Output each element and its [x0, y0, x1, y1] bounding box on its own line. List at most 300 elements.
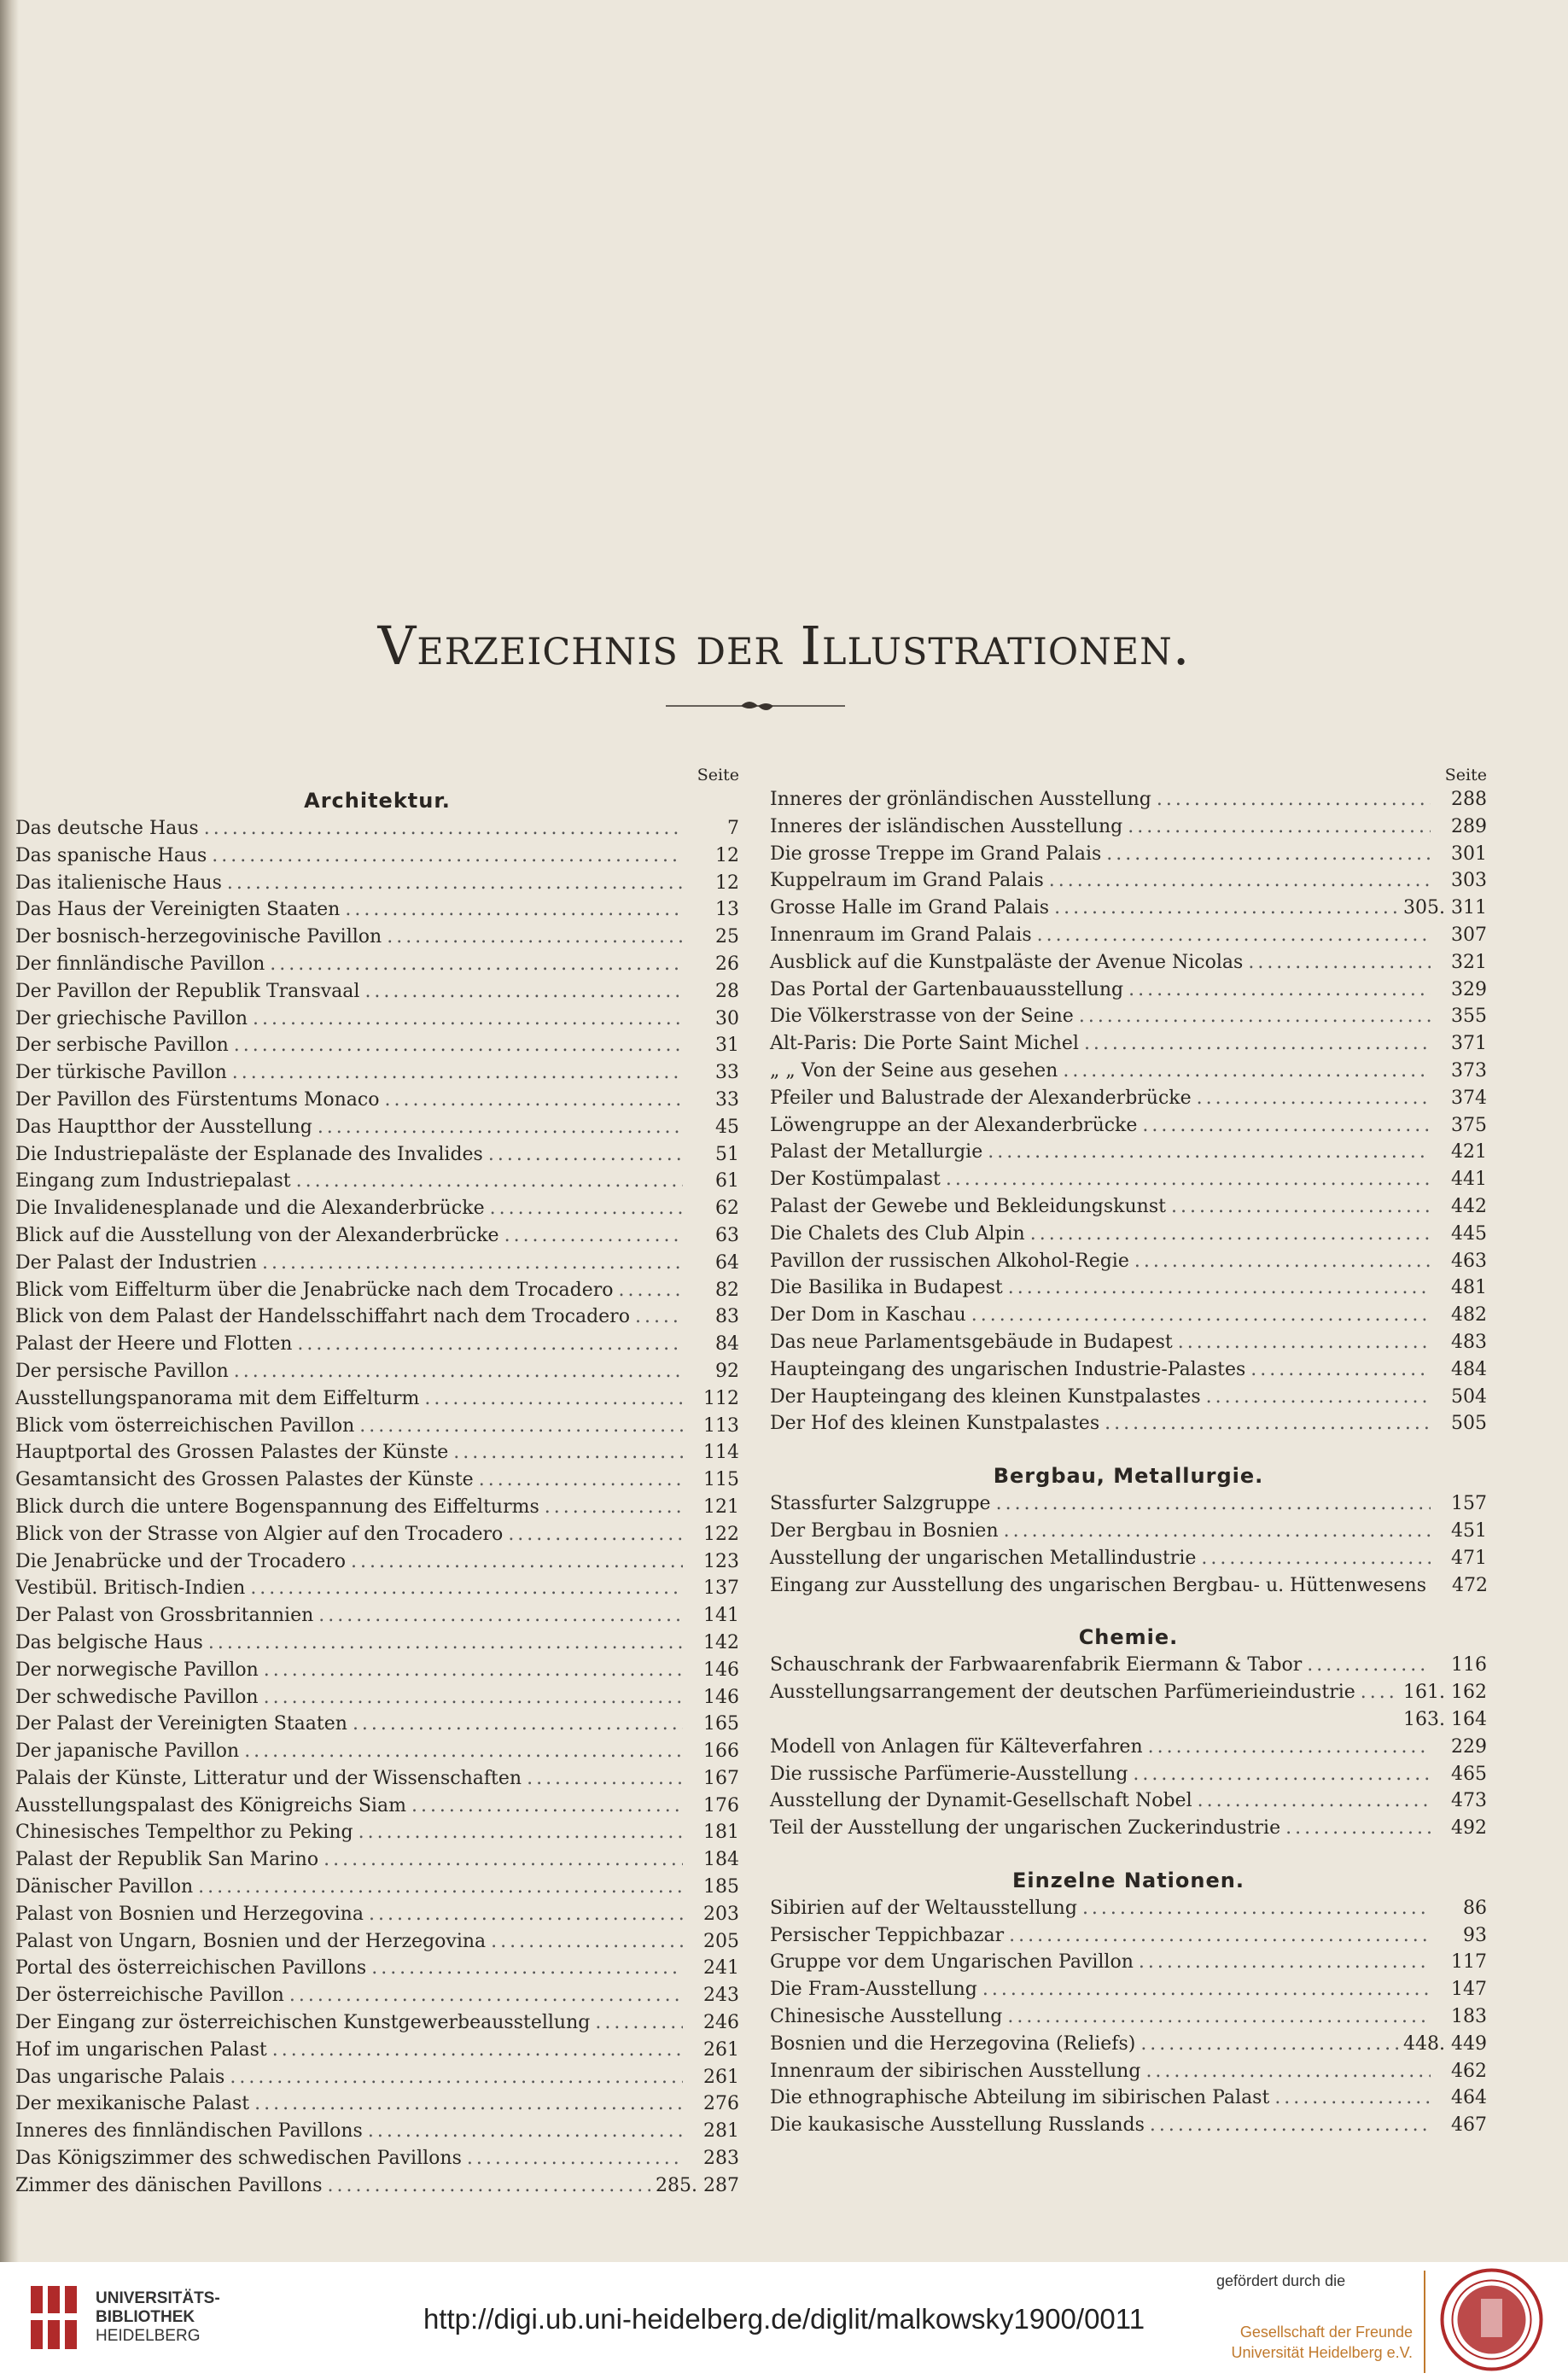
page-number: 62 — [715, 1198, 739, 1220]
list-item — [15, 1982, 739, 2009]
leader-dots — [234, 1358, 683, 1385]
list-item — [770, 2112, 1487, 2139]
list-item — [15, 1793, 739, 1820]
list-item — [770, 786, 1487, 813]
page-number: 45 — [715, 1116, 739, 1138]
entry-title: Kuppelraum im Grand Palais — [770, 870, 1044, 892]
page-number: 371 — [1451, 1033, 1487, 1055]
leader-dots — [198, 1874, 683, 1901]
page-number: 183 — [1451, 2006, 1487, 2028]
leader-dots — [1004, 1518, 1431, 1545]
page-number: 445 — [1451, 1222, 1487, 1245]
page-number: 181 — [703, 1822, 739, 1844]
page-number: 504 — [1451, 1385, 1487, 1408]
leader-dots — [1037, 922, 1431, 949]
list-item — [770, 1976, 1487, 2003]
page-number: 117 — [1451, 1951, 1487, 1974]
page-number: 146 — [703, 1659, 739, 1681]
entry-title: Pfeiler und Balustrade der Alexanderbrücke — [770, 1087, 1192, 1109]
list-item — [15, 924, 739, 951]
entry-title: Palast der Republik San Marino — [15, 1849, 319, 1871]
list-item — [15, 1684, 739, 1711]
entry-title: Gesamtansicht des Grossen Palastes der Künste — [15, 1469, 474, 1491]
entry-title: Der mexikanische Palast — [15, 2093, 250, 2115]
list-item — [15, 1846, 739, 1874]
entry-title: Alt-Paris: Die Porte Saint Michel — [770, 1033, 1079, 1055]
leader-dots — [254, 2090, 683, 2118]
entry-title: Der österreichische Pavillon — [15, 1985, 284, 2007]
leader-dots — [1201, 1545, 1431, 1572]
section-heading-architektur: Architektur. — [304, 789, 451, 813]
leader-dots — [1157, 786, 1431, 813]
leader-dots — [527, 1765, 683, 1793]
leader-dots — [351, 1548, 683, 1576]
page-number: 355 — [1451, 1006, 1487, 1028]
entry-title: Der bosnisch-herzegovinische Pavillon — [15, 926, 382, 948]
page-number: 303 — [1451, 870, 1487, 892]
entry-title: Innenraum der sibirischen Ausstellung — [770, 2060, 1141, 2082]
leader-dots — [1139, 1949, 1431, 1976]
page-number: 92 — [715, 1360, 739, 1382]
list-item — [770, 1787, 1487, 1815]
leader-dots — [1307, 1652, 1431, 1679]
page-number: 283 — [703, 2148, 739, 2170]
page-number: 63 — [715, 1224, 739, 1246]
page-number: 243 — [703, 1985, 739, 2007]
page-number: 142 — [703, 1631, 739, 1653]
list-item — [770, 2085, 1487, 2112]
page-number: 448. 449 — [1403, 2032, 1487, 2055]
entry-title: Vestibül. Britisch-Indien — [15, 1577, 246, 1600]
leader-dots — [345, 896, 683, 924]
list-item — [15, 2118, 739, 2145]
entry-title: Blick vom österreichischen Pavillon — [15, 1414, 355, 1437]
leader-dots — [1142, 1112, 1431, 1140]
list-item — [15, 1738, 739, 1765]
entry-title: Der griechische Pavillon — [15, 1007, 248, 1029]
leader-dots — [262, 1250, 683, 1277]
entry-title: Die Jenabrücke und der Trocadero — [15, 1550, 347, 1572]
leader-dots — [272, 2037, 683, 2064]
list-item — [15, 815, 739, 843]
page-number: 33 — [715, 1088, 739, 1111]
page-number: 421 — [1451, 1141, 1487, 1163]
page-number: 484 — [1451, 1358, 1487, 1380]
leader-dots — [1007, 2003, 1431, 2031]
leader-dots — [1145, 2058, 1431, 2085]
entry-title: Der Palast der Industrien — [15, 1251, 257, 1274]
page-number: 373 — [1451, 1059, 1487, 1082]
entry-title: Die Chalets des Club Alpin — [770, 1222, 1025, 1245]
entry-title: Eingang zum Industriepalast — [15, 1170, 291, 1192]
entry-title: Blick von dem Palast der Handelsschiffahrt nach dem Trocadero — [15, 1306, 630, 1328]
entry-title: Der finnländische Pavillon — [15, 953, 265, 975]
list-item — [15, 1711, 739, 1738]
leader-dots — [296, 1168, 683, 1195]
list-item — [770, 1329, 1487, 1356]
list-item — [770, 1248, 1487, 1275]
list-item — [15, 1250, 739, 1277]
page-number: 261 — [703, 2038, 739, 2061]
page-number: 464 — [1451, 2087, 1487, 2109]
entry-title: Inneres der grönländischen Ausstellung — [770, 789, 1151, 810]
list-item — [770, 1003, 1487, 1030]
list-item — [15, 1548, 739, 1576]
page-number: 375 — [1451, 1114, 1487, 1136]
list-item — [15, 1466, 739, 1494]
leader-dots — [318, 1114, 683, 1141]
list-item — [15, 1439, 739, 1466]
list-item — [770, 2003, 1487, 2031]
leader-dots — [1008, 1274, 1431, 1302]
page-number: 123 — [703, 1550, 739, 1572]
leader-dots — [411, 1793, 683, 1820]
page-number: 289 — [1451, 815, 1487, 837]
list-item — [770, 1058, 1487, 1085]
permalink-url[interactable]: http://digi.ub.uni-heidelberg.de/diglit/malkowsky1900/0011 — [423, 2303, 1145, 2335]
page-number: 93 — [1463, 1924, 1487, 1946]
page-number: 30 — [715, 1007, 739, 1029]
page-number: 451 — [1451, 1519, 1487, 1542]
page-number: 482 — [1451, 1304, 1487, 1327]
entry-title: Persischer Teppichbazar — [770, 1924, 1005, 1946]
page-number: 467 — [1451, 2114, 1487, 2137]
list-item — [15, 1087, 739, 1114]
list-item — [15, 2145, 739, 2172]
list-item — [15, 1413, 739, 1440]
leader-dots — [264, 1684, 683, 1711]
page-number: 7 — [727, 818, 739, 839]
page-number: 203 — [703, 1903, 739, 1925]
list-item — [15, 1955, 739, 1982]
entry-title: Ausstellungsarrangement der deutschen Parfümerieindustrie — [770, 1682, 1355, 1704]
entry-title: Schauschrank der Farbwaarenfabrik Eiermann & Tabor — [770, 1654, 1303, 1676]
entry-title: Palast der Metallurgie — [770, 1141, 983, 1163]
leader-dots — [1361, 1679, 1398, 1706]
entry-title: Der Palast der Vereinigten Staaten — [15, 1713, 347, 1735]
leader-dots — [297, 1331, 683, 1358]
list-item — [15, 2090, 739, 2118]
list-item — [15, 1385, 739, 1413]
leader-dots — [387, 924, 683, 951]
entry-title: Das spanische Haus — [15, 844, 207, 866]
page-number: 261 — [703, 2066, 739, 2088]
leader-dots — [1079, 1003, 1431, 1030]
leader-dots — [1128, 977, 1431, 1004]
page-number: 26 — [715, 953, 739, 975]
entry-title: Das Hauptthor der Ausstellung — [15, 1116, 312, 1138]
entry-title: Die russische Parfümerie-Ausstellung — [770, 1763, 1128, 1785]
entry-title: Pavillon der russischen Alkohol-Regie — [770, 1250, 1129, 1272]
leader-dots — [353, 1711, 683, 1738]
entry-title: Der Kostümpalast — [770, 1169, 941, 1191]
entry-title: Grosse Halle im Grand Palais — [770, 897, 1050, 919]
leader-dots — [504, 1222, 683, 1250]
leader-dots — [253, 1006, 683, 1033]
page-number: 116 — [1451, 1654, 1487, 1676]
page-number: 61 — [715, 1170, 739, 1192]
list-item — [15, 1331, 739, 1358]
entry-title: Die ethnographische Abteilung im sibirischen Palast — [770, 2087, 1270, 2109]
leader-dots — [619, 1277, 683, 1304]
leader-dots — [1197, 1085, 1431, 1112]
entry-title: Sibirien auf der Weltausstellung — [770, 1897, 1077, 1919]
page-number: 12 — [715, 872, 739, 894]
section-heading-nationen: Einzelne Nationen. — [1012, 1868, 1244, 1892]
leader-dots — [946, 1166, 1431, 1193]
page-title: Verzeichnis der Illustrationen. — [377, 615, 1191, 677]
entry-title: Der schwedische Pavillon — [15, 1686, 259, 1708]
page-number: 157 — [1451, 1493, 1487, 1515]
leader-dots — [359, 1413, 683, 1440]
page-number: 492 — [1451, 1817, 1487, 1840]
list-item — [770, 1384, 1487, 1411]
list-item — [15, 2172, 739, 2200]
leader-dots — [467, 2145, 683, 2172]
leader-dots — [234, 1032, 683, 1059]
page-number: 141 — [703, 1605, 739, 1627]
list-item — [15, 1168, 739, 1195]
leader-dots — [250, 1575, 683, 1602]
page-number: 246 — [703, 2012, 739, 2034]
entry-title: Das Haus der Vereinigten Staaten — [15, 899, 341, 921]
entry-title: Die Basilika in Budapest — [770, 1277, 1003, 1299]
entry-title: Ausstellungspalast des Königreichs Siam — [15, 1794, 406, 1816]
page-number: 31 — [715, 1035, 739, 1057]
page-number: 86 — [1463, 1897, 1487, 1919]
sponsor-label: gefördert durch die — [1216, 2272, 1346, 2289]
entry-title: „ „ Von der Seine aus gesehen — [770, 1059, 1058, 1082]
page-number: 146 — [703, 1686, 739, 1708]
entry-title: Blick vom Eiffelturm über die Jenabrücke nach dem Trocadero — [15, 1279, 614, 1301]
list-item — [15, 1032, 739, 1059]
page-number: 483 — [1451, 1331, 1487, 1353]
leader-dots — [479, 1466, 683, 1494]
entry-title: Die Fram-Ausstellung — [770, 1979, 977, 2001]
leader-dots — [369, 1901, 683, 1928]
page-number: 176 — [703, 1794, 739, 1816]
page-number: 465 — [1451, 1763, 1487, 1785]
entry-title: Löwengruppe an der Alexanderbrücke — [770, 1114, 1138, 1136]
leader-dots — [1049, 867, 1431, 895]
list-item — [15, 1521, 739, 1548]
sponsor-name[interactable]: Gesellschaft der Freunde Universität Heidelberg e.V. — [1231, 2324, 1413, 2361]
page-number: 301 — [1451, 843, 1487, 865]
entry-title: Bosnien und die Herzegovina (Reliefs) — [770, 2032, 1136, 2055]
entry-title: Teil der Ausstellung der ungarischen Zuckerindustrie — [770, 1817, 1281, 1840]
list-item — [15, 1114, 739, 1141]
page-number: 463 — [1451, 1250, 1487, 1272]
entry-title: Das belgische Haus — [15, 1631, 203, 1653]
list-item — [770, 1193, 1487, 1221]
page-number: 51 — [715, 1143, 739, 1165]
page-number: 113 — [703, 1414, 739, 1437]
page-number: 112 — [703, 1387, 739, 1409]
leader-dots — [595, 2009, 683, 2037]
leader-dots — [453, 1439, 683, 1466]
page-number: 281 — [703, 2120, 739, 2143]
page-number: 161. 162 — [1403, 1682, 1487, 1704]
page-number: 481 — [1451, 1277, 1487, 1299]
page-number: 84 — [715, 1333, 739, 1356]
page-number: 82 — [715, 1279, 739, 1301]
page-number: 285. 287 — [656, 2174, 739, 2196]
list-item — [770, 1139, 1487, 1166]
list-item — [770, 1166, 1487, 1193]
page-number: 25 — [715, 926, 739, 948]
list-item — [770, 1761, 1487, 1788]
leader-dots — [1206, 1384, 1431, 1411]
leader-dots — [1178, 1329, 1431, 1356]
leader-dots — [244, 1738, 683, 1765]
entry-title: Blick von der Strasse von Algier auf den Trocadero — [15, 1523, 504, 1545]
list-item — [770, 1545, 1487, 1572]
list-item — [15, 1575, 739, 1602]
list-item — [15, 1928, 739, 1956]
list-item — [15, 1006, 739, 1033]
list-item — [15, 1874, 739, 1901]
list-item — [15, 1765, 739, 1793]
leader-dots — [1248, 949, 1431, 977]
section-heading-chemie: Chemie. — [1078, 1625, 1179, 1650]
entry-title: Ausblick auf die Kunstpaläste der Avenue Nicolas — [770, 951, 1244, 973]
leader-dots — [982, 1976, 1431, 2003]
list-item — [15, 1602, 739, 1630]
list-item — [770, 841, 1487, 868]
entry-title: Die Invalidenesplanade und die Alexanderbrücke — [15, 1198, 485, 1220]
page-number: 12 — [715, 844, 739, 866]
list-item — [770, 1356, 1487, 1384]
entry-title: Inneres der isländischen Ausstellung — [770, 815, 1123, 837]
list-item — [770, 1410, 1487, 1437]
leader-dots — [490, 1195, 683, 1222]
leader-dots — [1030, 1221, 1431, 1248]
list-item — [15, 843, 739, 870]
list-item — [15, 896, 739, 924]
entry-title: Ausstellung der Dynamit-Gesellschaft Nobel — [770, 1790, 1192, 1812]
list-item — [15, 1819, 739, 1846]
page-number: 147 — [1451, 1979, 1487, 2001]
leader-dots — [1082, 1895, 1431, 1922]
page-number: 241 — [703, 1957, 739, 1980]
list-item — [770, 1030, 1487, 1058]
leader-dots — [384, 1087, 683, 1114]
list-item — [770, 1518, 1487, 1545]
page-number: 472 — [1451, 1574, 1488, 1596]
leader-dots — [545, 1494, 683, 1521]
list-item — [770, 2058, 1487, 2085]
list-item — [15, 1657, 739, 1684]
entry-title: Der persische Pavillon — [15, 1360, 229, 1382]
entry-title: Der Hof des kleinen Kunstpalastes — [770, 1413, 1100, 1435]
entry-title: Das Königszimmer des schwedischen Pavillons — [15, 2148, 462, 2170]
page-number: 276 — [703, 2093, 739, 2115]
list-item — [770, 895, 1487, 922]
list-item — [770, 1112, 1487, 1140]
leader-dots — [232, 1059, 683, 1087]
entry-title: Hof im ungarischen Palast — [15, 2038, 267, 2061]
entry-title: Der Haupteingang des kleinen Kunstpalastes — [770, 1385, 1201, 1408]
leader-dots — [1105, 1410, 1431, 1437]
leader-dots — [1198, 1787, 1431, 1815]
sponsor-divider — [1424, 2271, 1425, 2373]
page-number: 64 — [715, 1251, 739, 1274]
entry-title: Der Eingang zur österreichischen Kunstgewerbeausstellung — [15, 2012, 591, 2034]
list-item — [15, 2037, 739, 2064]
entry-title: Die grosse Treppe im Grand Palais — [770, 843, 1102, 865]
page-number: 13 — [715, 899, 739, 921]
entry-title: Das deutsche Haus — [15, 818, 199, 839]
page-number: 33 — [715, 1062, 739, 1084]
page-number: 166 — [703, 1741, 739, 1763]
leader-dots — [424, 1385, 683, 1413]
list-item — [770, 922, 1487, 949]
entry-title: Das ungarische Palais — [15, 2066, 225, 2088]
university-seal-icon — [1438, 2266, 1545, 2373]
list-item — [15, 1222, 739, 1250]
leader-dots — [208, 1630, 683, 1657]
leader-dots — [368, 2118, 683, 2145]
leader-dots — [1140, 2031, 1398, 2058]
page-number: 462 — [1451, 2060, 1487, 2082]
entry-list-bergbau — [770, 1490, 1487, 1599]
page-number: 115 — [703, 1469, 739, 1491]
entry-title: Zimmer des dänischen Pavillons — [15, 2174, 323, 2196]
page-number: 471 — [1451, 1547, 1487, 1569]
entry-title: Chinesische Ausstellung — [770, 2006, 1003, 2028]
list-item — [15, 1901, 739, 1928]
leader-dots — [1084, 1030, 1431, 1058]
section-heading-bergbau: Bergbau, Metallurgie. — [993, 1464, 1264, 1489]
entry-title: Palast der Gewebe und Bekleidungskunst — [770, 1195, 1166, 1217]
leader-dots — [491, 1928, 683, 1956]
list-item — [770, 1734, 1487, 1761]
leader-dots — [1133, 1761, 1431, 1788]
list-item — [770, 1274, 1487, 1302]
list-item — [770, 1949, 1487, 1976]
entry-title: Stassfurter Salzgruppe — [770, 1493, 991, 1515]
entry-title: Chinesisches Tempelthor zu Peking — [15, 1822, 353, 1844]
entry-title: Blick auf die Ausstellung von der Alexanderbrücke — [15, 1224, 499, 1246]
list-item — [15, 1494, 739, 1521]
page-number: 321 — [1451, 951, 1487, 973]
leader-dots — [227, 870, 683, 897]
entry-title: Hauptportal des Grossen Palastes der Künste — [15, 1442, 449, 1464]
leader-dots — [270, 951, 683, 978]
list-item — [770, 1679, 1487, 1706]
page-number: 288 — [1451, 789, 1487, 810]
leader-dots — [1274, 2085, 1431, 2112]
list-item — [15, 1630, 739, 1657]
page-number: 167 — [703, 1767, 739, 1789]
list-item — [15, 870, 739, 897]
ub-logo-text: UNIVERSITÄTS- BIBLIOTHEK HEIDELBERG — [96, 2289, 220, 2345]
list-item — [15, 978, 739, 1006]
list-item — [15, 1195, 739, 1222]
list-item — [15, 1141, 739, 1169]
entry-title: Innenraum im Grand Palais — [770, 924, 1032, 946]
entry-title: Der Dom in Kaschau — [770, 1304, 966, 1327]
entry-title: Der serbische Pavillon — [15, 1035, 229, 1057]
entry-title: Der Pavillon der Republik Transvaal — [15, 980, 360, 1002]
entry-title: Ausstellung der ungarischen Metallindustrie — [770, 1547, 1197, 1569]
entry-title: Der japanische Pavillon — [15, 1741, 240, 1763]
entry-title: Der Pavillon des Fürstentums Monaco — [15, 1088, 380, 1111]
entry-title: Portal des österreichischen Pavillons — [15, 1957, 367, 1980]
entry-title: Die Industriepaläste der Esplanade des Invalides — [15, 1143, 483, 1165]
entry-title: Inneres des finnländischen Pavillons — [15, 2120, 363, 2143]
leader-dots — [1250, 1356, 1431, 1384]
